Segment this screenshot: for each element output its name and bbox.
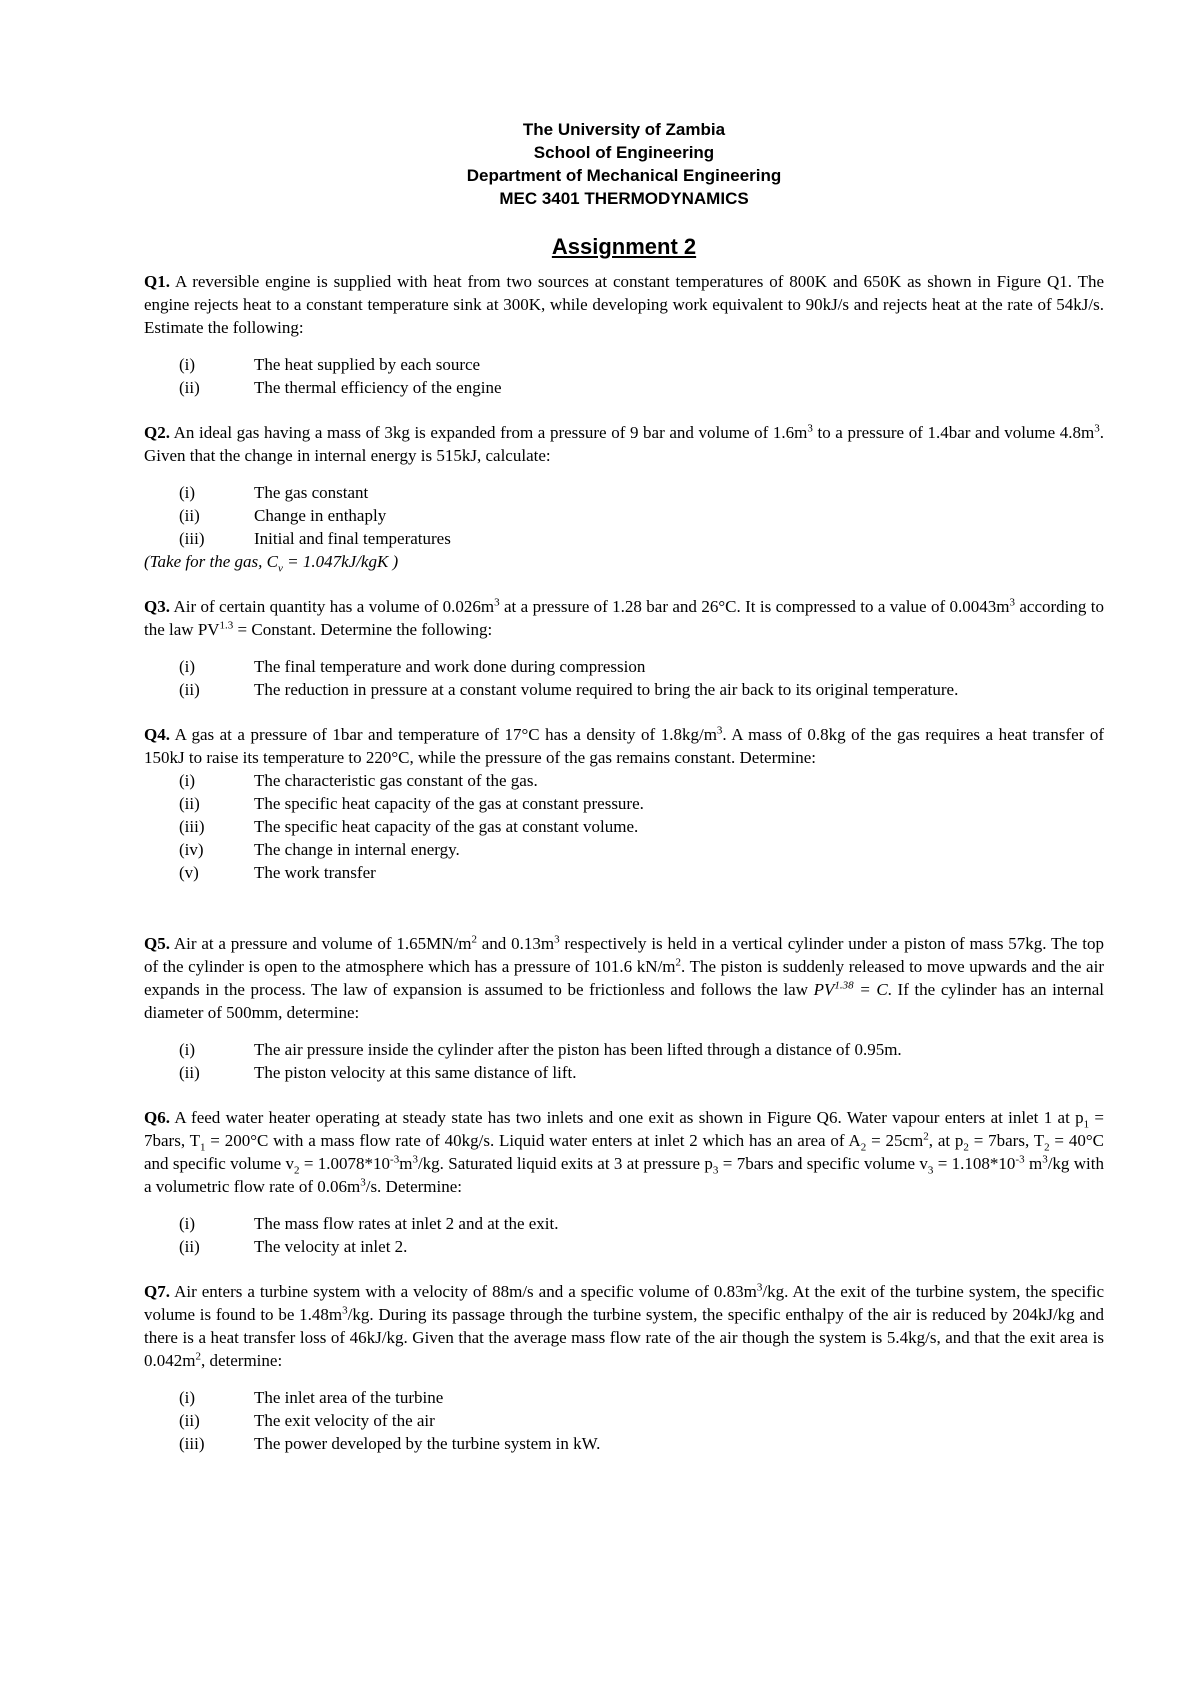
list-item: (v) The work transfer [179, 863, 376, 882]
q1-list [144, 353, 1104, 399]
list-item: (ii) The thermal efficiency of the engine [179, 378, 502, 397]
course-name: MEC 3401 THERMODYNAMICS [499, 189, 749, 208]
list-item: (i) The air pressure inside the cylinder after the piston has been lifted through a distance of 0.95m. [179, 1040, 902, 1059]
department-name: Department of Mechanical Engineering [466, 166, 782, 185]
q5-list [144, 1038, 1104, 1084]
assignment-title: Assignment 2 [551, 234, 697, 259]
list-item: (i) The characteristic gas constant of the gas. [179, 771, 538, 790]
list-item: (iii) The power developed by the turbine system in kW. [179, 1434, 601, 1453]
list-item: (i) The inlet area of the turbine [179, 1388, 444, 1407]
q4-label: Q4. [144, 725, 170, 744]
q4-list [144, 769, 1104, 884]
list-item: (ii) The specific heat capacity of the gas at constant pressure. [179, 794, 644, 813]
list-item: (i) The heat supplied by each source [179, 355, 481, 374]
q6-label: Q6. [144, 1108, 170, 1127]
question-2: Q2. An ideal gas having a mass of 3kg is expanded from a pressure of 9 bar and volume of $1.6m^3$ to a pressure of 1.4bar and volume $4.8m^3$. Given that the change in internal energy is 515kJ, calculate: [144, 422, 1105, 465]
document-page [144, 118, 1104, 1455]
list-item: (i) The mass flow rates at inlet 2 and at the exit. [179, 1214, 559, 1233]
list-item: (ii) The reduction in pressure at a constant volume required to bring the air back to its original temperature. [179, 680, 959, 699]
question-7: Q7. Air enters a turbine system with a velocity of 88m/s and a specific volume of $0.83m^3/kg$. At the exit of the turbine system, the specific volume is found to be $1.48m^3/kg$. During its passage through the turbine system, the specific enthalpy of the air is reduced by 204kJ/kg and there is a heat transfer loss of 46kJ/kg. Given that the average mass flow rate of the air though the system is 5.4kg/s, and that the exit area is $0.042m^2$, determine: [144, 1281, 1105, 1370]
list-item: (ii) The exit velocity of the air [179, 1411, 435, 1430]
q7-list [144, 1386, 1104, 1455]
list-item: (iii) The specific heat capacity of the gas at constant volume. [179, 817, 639, 836]
list-item: (ii) The piston velocity at this same distance of lift. [179, 1063, 577, 1082]
q6-list [144, 1212, 1104, 1258]
list-item: (i) The gas constant [179, 483, 369, 502]
list-item: (iii) Initial and final temperatures [179, 529, 451, 548]
q2-label: Q2. [144, 423, 170, 442]
q1-text: A reversible engine is supplied with heat from two sources at constant temperatures of 800K and 650K as shown in Figure Q1. The engine rejects heat to a constant temperature sink at 300K, while developing work equivalent to 90kJ/s and rejects heat at the rate of 54kJ/s. Estimate the following: [144, 272, 1105, 337]
q5-label: Q5. [144, 934, 170, 953]
q7-label: Q7. [144, 1282, 170, 1301]
q1-label: Q1. [144, 272, 170, 291]
list-item: (ii) The velocity at inlet 2. [179, 1237, 408, 1256]
question-4: Q4. A gas at a pressure of 1bar and temperature of 17°C has a density of $1.8kg/m^3$. A mass of 0.8kg of the gas requires a heat transfer of 150kJ to raise its temperature to 220°C, while the pressure of the gas remains constant. Determine: [144, 724, 1105, 767]
question-3: Q3. Air of certain quantity has a volume of $0.026m^3$ at a pressure of 1.28 bar and 26°C. It is compressed to a value of $0.0043m^3$ according to the law $PV^{1.3}$ = Constant. Determine the following: [144, 596, 1104, 639]
q2-note: (Take for the gas, $C_v = 1.047kJ/kgK$ ) [144, 552, 399, 575]
question-1 [144, 270, 1104, 339]
school-name: School of Engineering [533, 143, 715, 162]
university-name: The University of Zambia [522, 120, 726, 139]
question-5: Q5. Air at a pressure and volume of $1.65MN/m^2$ and $0.13m^3$ respectively is held in a vertical cylinder under a piston of mass 57kg. The top of the cylinder is open to the atmosphere which has a pressure of 101.6 $kN/m^2$. The piston is suddenly released to move upwards and the air expands in the process. The law of expansion is assumed to be frictionless and follows the law $PV^{1.38} = C$. If the cylinder has an internal diameter of 500mm, determine: [144, 933, 1104, 1022]
q3-list [144, 655, 1104, 701]
q2-list [144, 481, 1104, 550]
q3-label: Q3. [144, 597, 170, 616]
list-item: (ii) Change in enthaply [179, 506, 387, 525]
question-6: Q6. A feed water heater operating at steady state has two inlets and one exit as shown in Figure Q6. Water vapour enters at inlet 1 at $p_1$ = 7bars, $T_1 = 200^\circ C$ with a mass flow rate of 40kg/s. Liquid water enters at inlet 2 which has an area of $A_2 = 25cm^2$, at $p_2$ = 7bars, $T_2 = 40^\circ C$ and specific volume $v_2 = 1.0078*10^{-3}m^3/kg$. Saturated liquid exits at 3 at pressure $p_3$ = 7bars and specific volume $v_3 = 1.108*10^{-3}$ $m^3/kg$ with a volumetric flow rate of $0.06m^3/s$. Determine: [144, 1108, 1105, 1196]
list-item: (i) The final temperature and work done during compression [179, 657, 646, 676]
list-item: (iv) The change in internal energy. [179, 840, 460, 859]
